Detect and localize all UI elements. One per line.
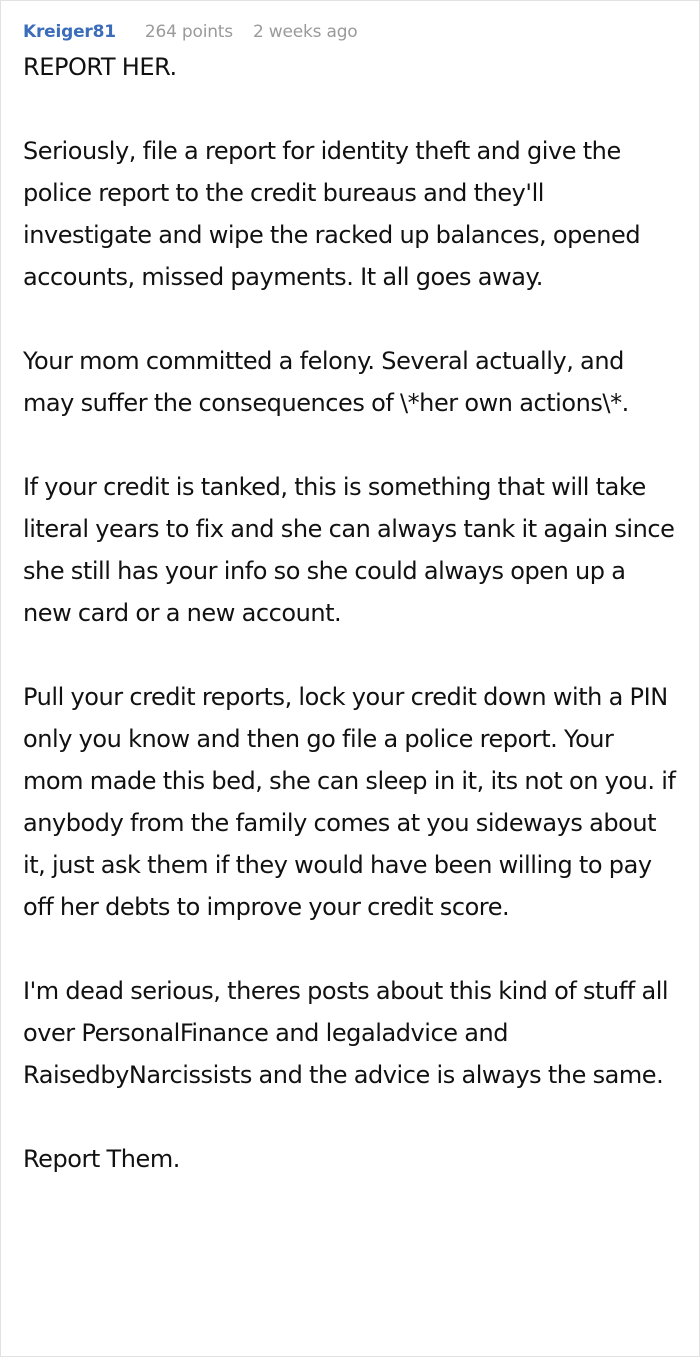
comment-body xyxy=(23,46,678,1180)
comment-paragraph: I'm dead serious, theres posts about this kind of stuff all over PersonalFinance and legaladvice and RaisedbyNarcissists and the advice is always the same. xyxy=(23,977,669,1089)
timestamp: 2 weeks ago xyxy=(252,22,358,42)
comment-paragraph: If your credit is tanked, this is something that will take literal years to fix and she can always tank it again since she still has your info so she could always open up a new card or a new account. xyxy=(23,473,675,627)
points-count: 264 points xyxy=(144,22,233,42)
comment-paragraph: Report Them. xyxy=(23,1145,180,1173)
comment-meta xyxy=(23,18,678,46)
author-link[interactable]: Kreiger81 xyxy=(23,22,116,42)
comment-paragraph: Your mom committed a felony. Several actually, and may suffer the consequences of \*her own actions\*. xyxy=(23,347,629,417)
comment-paragraph: Pull your credit reports, lock your credit down with a PIN only you know and then go file a police report. Your mom made this bed, she can sleep in it, its not on you. if anybody from the family comes at you sideways about it, just ask them if they would have been willing to pay off her debts to improve your credit score. xyxy=(23,683,676,921)
comment-paragraph: Seriously, file a report for identity theft and give the police report to the credit bureaus and they'll investigate and wipe the racked up balances, opened accounts, missed payments. It all goes away. xyxy=(23,137,641,291)
comment-paragraph: REPORT HER. xyxy=(23,53,177,81)
